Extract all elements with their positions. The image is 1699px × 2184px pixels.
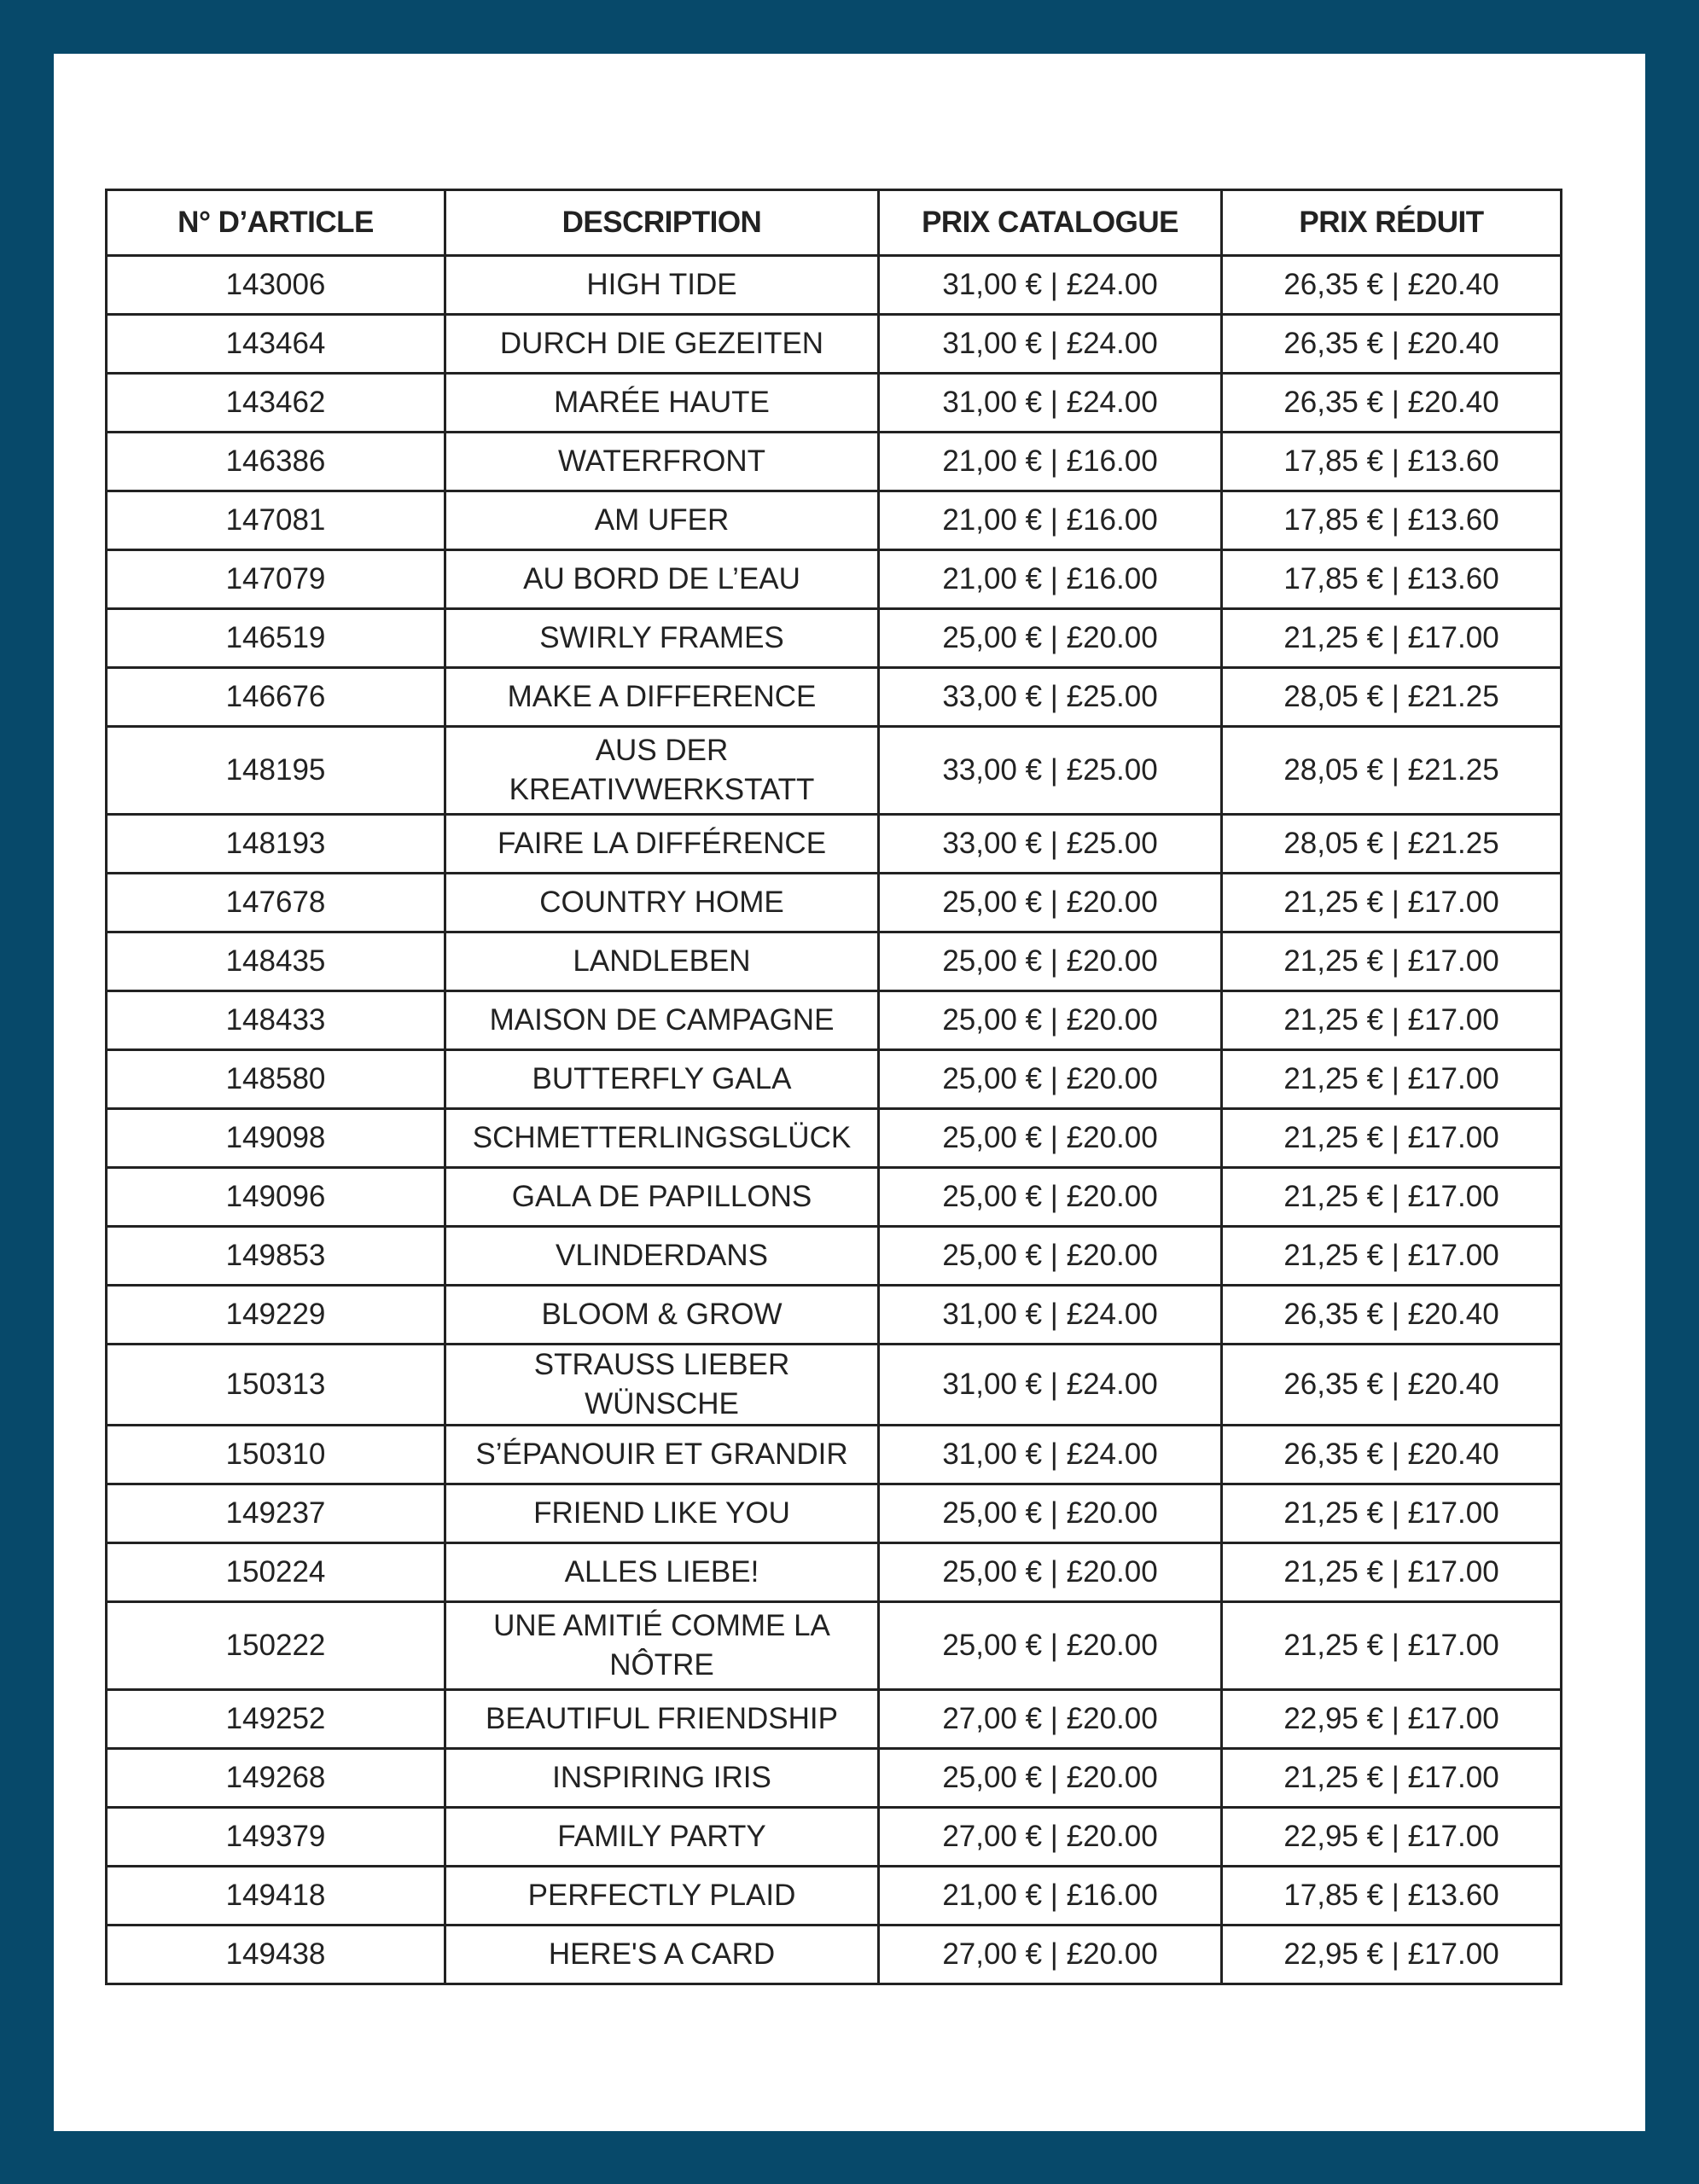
article-number: 149379 (107, 1808, 445, 1867)
article-number: 143464 (107, 315, 445, 374)
header-list-price: PRIX CATALOGUE (879, 190, 1222, 256)
list-price: 25,00 € | £20.00 (879, 1109, 1222, 1168)
article-number: 148435 (107, 932, 445, 991)
article-number: 148193 (107, 815, 445, 874)
article-number: 143462 (107, 374, 445, 433)
list-price: 25,00 € | £20.00 (879, 874, 1222, 932)
reduced-price: 17,85 € | £13.60 (1222, 491, 1562, 550)
description: WATERFRONT (445, 433, 879, 491)
page-sheet (54, 54, 1645, 2131)
reduced-price: 22,95 € | £17.00 (1222, 1808, 1562, 1867)
header-article-no: N° D’ARTICLE (107, 190, 445, 256)
list-price: 33,00 € | £25.00 (879, 815, 1222, 874)
list-price: 21,00 € | £16.00 (879, 550, 1222, 609)
reduced-price: 28,05 € | £21.25 (1222, 815, 1562, 874)
table-row (107, 727, 1562, 815)
table-row (107, 1484, 1562, 1543)
table-row (107, 315, 1562, 374)
article-number: 150222 (107, 1602, 445, 1690)
article-number: 148433 (107, 991, 445, 1050)
reduced-price: 21,25 € | £17.00 (1222, 1543, 1562, 1602)
description: VLINDERDANS (445, 1227, 879, 1286)
list-price: 25,00 € | £20.00 (879, 1749, 1222, 1808)
list-price: 21,00 € | £16.00 (879, 491, 1222, 550)
article-number: 149268 (107, 1749, 445, 1808)
reduced-price: 26,35 € | £20.40 (1222, 256, 1562, 315)
article-number: 149237 (107, 1484, 445, 1543)
reduced-price: 21,25 € | £17.00 (1222, 1227, 1562, 1286)
description: AM UFER (445, 491, 879, 550)
article-number: 147079 (107, 550, 445, 609)
description: FAMILY PARTY (445, 1808, 879, 1867)
description: UNE AMITIÉ COMME LA NÔTRE (445, 1602, 879, 1690)
table-row (107, 433, 1562, 491)
list-price: 27,00 € | £20.00 (879, 1690, 1222, 1749)
list-price: 27,00 € | £20.00 (879, 1808, 1222, 1867)
description: STRAUSS LIEBER WÜNSCHE (445, 1345, 879, 1426)
description: COUNTRY HOME (445, 874, 879, 932)
description: PERFECTLY PLAID (445, 1867, 879, 1926)
reduced-price: 17,85 € | £13.60 (1222, 550, 1562, 609)
table-row (107, 256, 1562, 315)
reduced-price: 22,95 € | £17.00 (1222, 1926, 1562, 1984)
description: SCHMETTERLINGSGLÜCK (445, 1109, 879, 1168)
description: HERE'S A CARD (445, 1926, 879, 1984)
list-price: 25,00 € | £20.00 (879, 1602, 1222, 1690)
list-price: 25,00 € | £20.00 (879, 1227, 1222, 1286)
table-row (107, 1050, 1562, 1109)
reduced-price: 17,85 € | £13.60 (1222, 1867, 1562, 1926)
article-number: 148195 (107, 727, 445, 815)
reduced-price: 21,25 € | £17.00 (1222, 932, 1562, 991)
list-price: 25,00 € | £20.00 (879, 932, 1222, 991)
table-row (107, 991, 1562, 1050)
list-price: 27,00 € | £20.00 (879, 1926, 1222, 1984)
list-price: 21,00 € | £16.00 (879, 1867, 1222, 1926)
table-row (107, 1867, 1562, 1926)
table-row (107, 1690, 1562, 1749)
reduced-price: 26,35 € | £20.40 (1222, 1345, 1562, 1426)
description: LANDLEBEN (445, 932, 879, 991)
header-reduced-price: PRIX RÉDUIT (1222, 190, 1562, 256)
article-number: 149438 (107, 1926, 445, 1984)
description: MAISON DE CAMPAGNE (445, 991, 879, 1050)
description: INSPIRING IRIS (445, 1749, 879, 1808)
list-price: 25,00 € | £20.00 (879, 991, 1222, 1050)
list-price: 33,00 € | £25.00 (879, 727, 1222, 815)
article-number: 149098 (107, 1109, 445, 1168)
reduced-price: 21,25 € | £17.00 (1222, 1484, 1562, 1543)
article-number: 147081 (107, 491, 445, 550)
list-price: 25,00 € | £20.00 (879, 1543, 1222, 1602)
article-number: 147678 (107, 874, 445, 932)
list-price: 31,00 € | £24.00 (879, 374, 1222, 433)
list-price: 25,00 € | £20.00 (879, 1168, 1222, 1227)
reduced-price: 28,05 € | £21.25 (1222, 727, 1562, 815)
article-number: 146386 (107, 433, 445, 491)
table-row (107, 668, 1562, 727)
table-row (107, 1227, 1562, 1286)
table-row (107, 1168, 1562, 1227)
article-number: 146519 (107, 609, 445, 668)
list-price: 33,00 € | £25.00 (879, 668, 1222, 727)
article-number: 149853 (107, 1227, 445, 1286)
table-row (107, 1808, 1562, 1867)
article-number: 143006 (107, 256, 445, 315)
article-number: 149096 (107, 1168, 445, 1227)
table-row (107, 932, 1562, 991)
header-description: DESCRIPTION (445, 190, 879, 256)
article-number: 149252 (107, 1690, 445, 1749)
table-row (107, 1286, 1562, 1345)
table-row (107, 1602, 1562, 1690)
reduced-price: 21,25 € | £17.00 (1222, 874, 1562, 932)
reduced-price: 21,25 € | £17.00 (1222, 1602, 1562, 1690)
description: GALA DE PAPILLONS (445, 1168, 879, 1227)
reduced-price: 21,25 € | £17.00 (1222, 1168, 1562, 1227)
reduced-price: 26,35 € | £20.40 (1222, 1426, 1562, 1484)
reduced-price: 21,25 € | £17.00 (1222, 1749, 1562, 1808)
article-number: 150310 (107, 1426, 445, 1484)
list-price: 25,00 € | £20.00 (879, 1484, 1222, 1543)
list-price: 21,00 € | £16.00 (879, 433, 1222, 491)
description: FAIRE LA DIFFÉRENCE (445, 815, 879, 874)
list-price: 31,00 € | £24.00 (879, 1426, 1222, 1484)
article-number: 149229 (107, 1286, 445, 1345)
table-row (107, 1749, 1562, 1808)
description: MAKE A DIFFERENCE (445, 668, 879, 727)
reduced-price: 26,35 € | £20.40 (1222, 374, 1562, 433)
article-number: 150313 (107, 1345, 445, 1426)
description: ALLES LIEBE! (445, 1543, 879, 1602)
article-number: 149418 (107, 1867, 445, 1926)
table-row (107, 1543, 1562, 1602)
reduced-price: 21,25 € | £17.00 (1222, 991, 1562, 1050)
list-price: 31,00 € | £24.00 (879, 315, 1222, 374)
reduced-price: 21,25 € | £17.00 (1222, 1050, 1562, 1109)
table-row (107, 1926, 1562, 1984)
header-row (107, 190, 1562, 256)
reduced-price: 26,35 € | £20.40 (1222, 315, 1562, 374)
table-body (107, 256, 1562, 1984)
description: FRIEND LIKE YOU (445, 1484, 879, 1543)
table-row (107, 609, 1562, 668)
description: MARÉE HAUTE (445, 374, 879, 433)
description: SWIRLY FRAMES (445, 609, 879, 668)
table-row (107, 1426, 1562, 1484)
table-row (107, 815, 1562, 874)
description: AUS DER KREATIVWERKSTATT (445, 727, 879, 815)
list-price: 31,00 € | £24.00 (879, 1286, 1222, 1345)
list-price: 31,00 € | £24.00 (879, 1345, 1222, 1426)
table-row (107, 550, 1562, 609)
description: AU BORD DE L’EAU (445, 550, 879, 609)
article-number: 150224 (107, 1543, 445, 1602)
reduced-price: 21,25 € | £17.00 (1222, 609, 1562, 668)
reduced-price: 17,85 € | £13.60 (1222, 433, 1562, 491)
price-table (105, 189, 1562, 1985)
description: HIGH TIDE (445, 256, 879, 315)
table-row (107, 374, 1562, 433)
description: BUTTERFLY GALA (445, 1050, 879, 1109)
list-price: 25,00 € | £20.00 (879, 609, 1222, 668)
article-number: 148580 (107, 1050, 445, 1109)
table-row (107, 874, 1562, 932)
article-number: 146676 (107, 668, 445, 727)
reduced-price: 28,05 € | £21.25 (1222, 668, 1562, 727)
description: DURCH DIE GEZEITEN (445, 315, 879, 374)
list-price: 25,00 € | £20.00 (879, 1050, 1222, 1109)
reduced-price: 22,95 € | £17.00 (1222, 1690, 1562, 1749)
table-row (107, 1109, 1562, 1168)
reduced-price: 26,35 € | £20.40 (1222, 1286, 1562, 1345)
description: BEAUTIFUL FRIENDSHIP (445, 1690, 879, 1749)
table-row (107, 1345, 1562, 1426)
list-price: 31,00 € | £24.00 (879, 256, 1222, 315)
description: S’ÉPANOUIR ET GRANDIR (445, 1426, 879, 1484)
description: BLOOM & GROW (445, 1286, 879, 1345)
reduced-price: 21,25 € | £17.00 (1222, 1109, 1562, 1168)
table-row (107, 491, 1562, 550)
